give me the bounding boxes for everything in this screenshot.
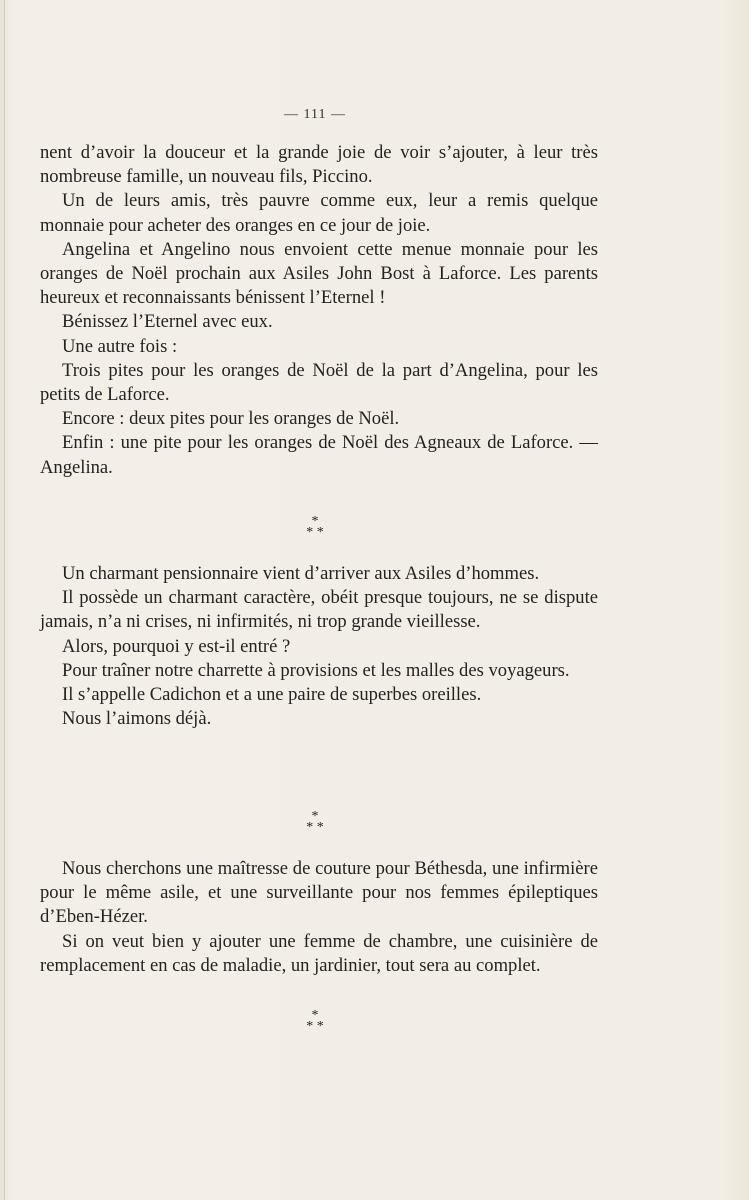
paragraph: Encore : deux pites pour les oranges de Noël.	[62, 408, 400, 430]
paragraph: Il s’appelle Cadichon et a une paire de superbes oreilles.	[62, 684, 482, 706]
paragraph: Trois pites pour les oranges de Noël de la part d’Angelina, pour les petits de Laforce.	[40, 359, 598, 406]
paragraph: Une autre fois :	[62, 335, 178, 357]
paragraph: Nous l’aimons déjà.	[62, 708, 212, 730]
paragraph: Si on veut bien y ajouter une femme de chambre, une cuisinière de remplacement en cas de maladie, un jardinier, tout sera au complet.	[40, 930, 598, 976]
paragraph: Un de leurs amis, très pauvre comme eux, leur a remis quelque monnaie pour acheter des oranges en ce jour de joie.	[40, 190, 598, 236]
asterism-bottom: * *	[306, 1019, 324, 1034]
paragraph: Alors, pourquoi y est-il entré ?	[62, 635, 291, 657]
asterism-separator	[0, 1010, 630, 1032]
paragraph: Nous cherchons une maîtresse de couture pour Béthesda, une infirmière pour le même asile, et une surveillante pour nos femmes épileptiques d’Eben-Hézer.	[40, 858, 598, 928]
paragraph: Pour traîner notre charrette à provisions et les malles des voyageurs.	[62, 659, 570, 681]
paragraph-block-staff	[40, 857, 598, 978]
paragraph-block-angelina	[40, 141, 598, 480]
paragraph: nent d’avoir la douceur et la grande joie de voir s’ajouter, à leur très nombreuse famille, un nouveau fils, Piccino.	[40, 142, 598, 188]
paragraph-block-cadichon	[40, 562, 598, 731]
asterism-separator	[0, 516, 630, 538]
asterism-top: *	[311, 809, 319, 824]
paragraph: Enfin : une pite pour les oranges de Noël des Agneaux de Laforce. — Angelina.	[40, 432, 598, 478]
page-number: — 111 —	[284, 107, 346, 122]
asterism-bottom: * *	[306, 525, 324, 540]
paragraph: Bénissez l’Eternel avec eux.	[62, 311, 273, 333]
asterism-bottom: * *	[306, 820, 324, 835]
paragraph: Angelina et Angelino nous envoient cette menue monnaie pour les oranges de Noël prochain aux Asiles John Bost à Laforce. Les parents heureux et reconnaissants bénissent l’Eternel !	[40, 238, 598, 309]
paragraph: Un charmant pensionnaire vient d’arriver aux Asiles d’hommes.	[62, 563, 540, 584]
paragraph: Il possède un charmant caractère, obéit presque toujours, ne se dispute jamais, n’a ni crises, ni infirmités, ni trop grande vieillesse.	[40, 587, 598, 633]
asterism-top: *	[311, 514, 319, 529]
asterism-top: *	[311, 1008, 319, 1023]
asterism-separator	[0, 811, 630, 833]
